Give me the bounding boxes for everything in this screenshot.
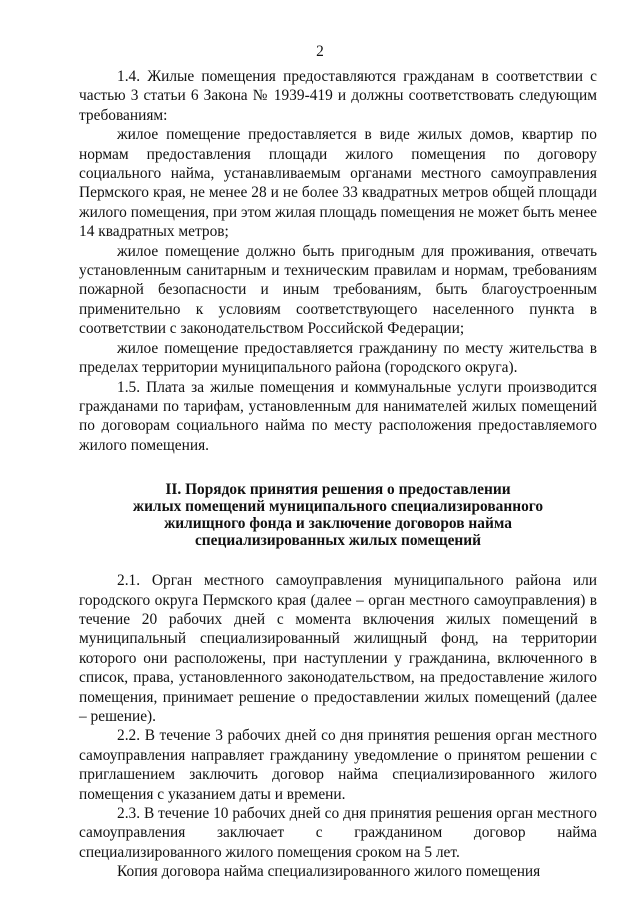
paragraph-requirement-area: жилое помещение предоставляется в виде жилых домов, квартир по нормам предоставления площади жилого помещения по договору социального найма, устанавливаемым органами местного самоуправления Пермского края, не менее 28 и не более 33 квадратных метров общей площади жилого помещения, при этом жилая площадь помещения не может быть менее 14 квадратных метров; [79,126,597,241]
paragraph-requirement-suitability: жилое помещение должно быть пригодным для проживания, отвечать установленным санитарным и техническим правилам и нормам, требованиям пожарной безопасности и иным требованиям, быть благоустроенным применительно к условиям соответствующего населенного пункта в соответствии с законодательством Российской Федерации; [79,242,597,338]
paragraph-2-3: 2.3. В течение 10 рабочих дней со дня принятия решения орган местного самоуправления заключает с гражданином договор найма специализированного жилого помещения сроком на 5 лет. [79,805,597,861]
paragraph-2-1: 2.1. Орган местного самоуправления муниципального района или городского округа Пермского края (далее – орган местного самоуправления) в течение 20 рабочих дней с момента включения жилых помещений в муниципальный специализированный жилищный фонд, на территории которого они расположены, при наступлении у гражданина, включенного в список, права, установленного законодательством, на предоставление жилого помещения, принимает решение о предоставлении жилых помещений (далее – решение). [79,572,597,725]
paragraph-requirement-location: жилое помещение предоставляется гражданину по месту жительства в пределах территории муниципального района (городского округа). [79,339,597,377]
paragraph-2-2: 2.2. В течение 3 рабочих дней со дня принятия решения орган местного самоуправления направляет гражданину уведомление о принятом решении с приглашением заключить договор найма специализированного жилого помещения с указанием даты и времени. [79,727,597,803]
section-heading-line: II. Порядок принятия решения о предоставлении [165,481,511,499]
section-heading [79,481,597,549]
document-body [79,67,597,882]
paragraph-contract-copy: Копия договора найма специализированного жилого помещения [117,863,541,881]
section-heading-line: специализированных жилых помещений [194,532,482,550]
section-heading-line: жилых помещений муниципального специализированного [132,498,544,516]
paragraph-1-4: 1.4. Жилые помещения предоставляются гражданам в соответствии с частью 3 статьи 6 Закона № 1939-419 и должны соответствовать следующим требованиям: [79,68,597,124]
paragraph-1-5: 1.5. Плата за жилые помещения и коммунальные услуги производится гражданами по тарифам, установленным для нанимателей жилых помещений по договорам социального найма по месту расположения предоставляемого жилого помещения. [79,378,597,454]
page-number: 2 [316,43,324,60]
section-heading-line: жилищного фонда и заключение договоров найма [164,515,512,533]
